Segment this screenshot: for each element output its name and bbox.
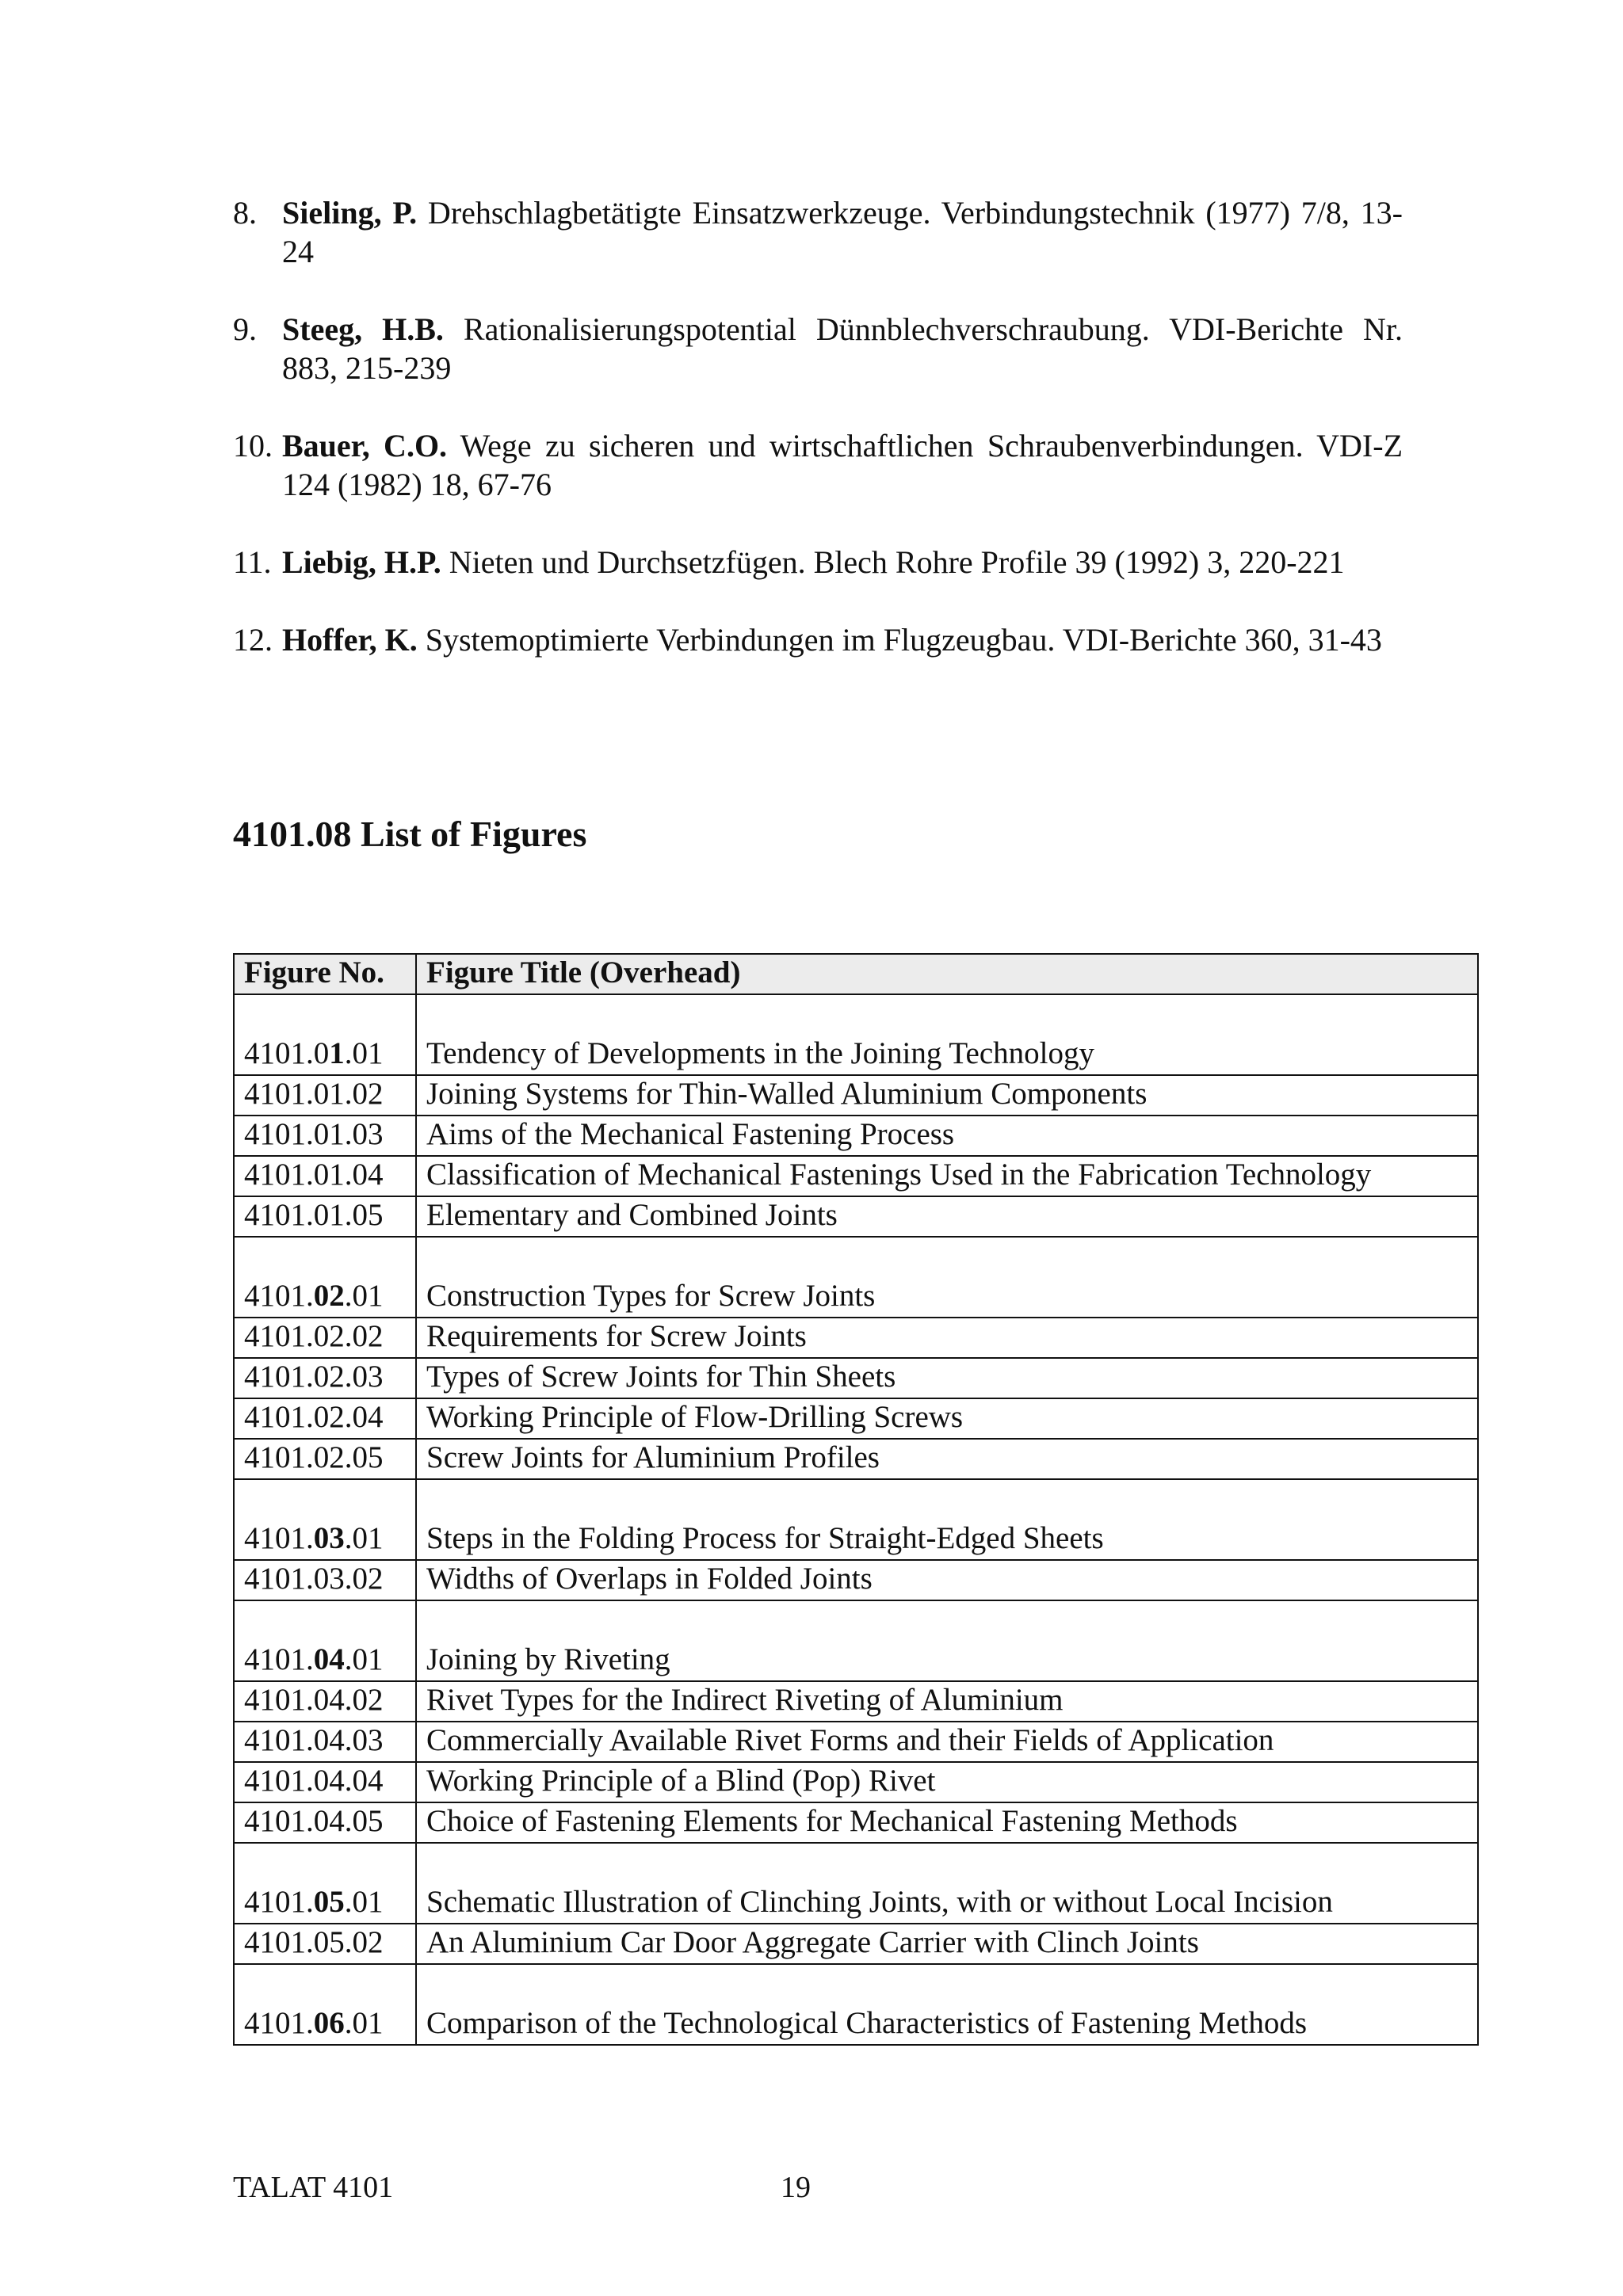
column-header-figure-title: Figure Title (Overhead) [416,954,1478,994]
figure-number-part: 4101. [244,1279,314,1313]
figure-number-cell [234,1156,416,1196]
table-row [234,1075,1478,1116]
reference-item [233,543,1403,582]
figure-number-part: 4101.05.02 [244,1925,384,1959]
figure-number-cell [234,1924,416,1964]
column-header-figure-no: Figure No. [234,954,416,994]
figure-number-part: 4101. [244,2006,314,2040]
figure-number-part: 02 [313,1279,345,1313]
figures-table [233,953,1479,2046]
figure-title-cell: Comparison of the Technological Characteristics of Fastening Methods [416,1964,1478,2045]
figure-title-cell: Rivet Types for the Indirect Riveting of Aluminium [416,1681,1478,1722]
figure-number-part: 4101.02.03 [244,1360,384,1394]
reference-text: Nieten und Durchsetzfügen. Blech Rohre Profile 39 (1992) 3, 220-221 [441,544,1345,580]
figure-number-part: .01 [344,1885,384,1919]
figure-number-cell [234,1358,416,1398]
figure-title-cell: An Aluminium Car Door Aggregate Carrier with Clinch Joints [416,1924,1478,1964]
figure-title-cell: Tendency of Developments in the Joining Technology [416,994,1478,1075]
figure-number-part: 4101.04.02 [244,1683,384,1717]
figure-number-part: 4101.04.03 [244,1723,384,1757]
figure-number-cell [234,1722,416,1762]
figure-number-cell [234,1116,416,1156]
reference-author: Sieling, P. [282,195,418,231]
figure-title-cell: Working Principle of Flow-Drilling Screws [416,1398,1478,1439]
table-row [234,1802,1478,1843]
reference-author: Steeg, H.B. [282,311,444,347]
figure-number-part: .01 [344,1521,384,1555]
figure-number-part: 4101.04.04 [244,1764,384,1798]
figure-number-cell [234,1560,416,1600]
figure-number-cell [234,1075,416,1116]
reference-list [233,193,1403,698]
figure-title-cell: Aims of the Mechanical Fastening Process [416,1116,1478,1156]
footer-page-number: 19 [781,2171,811,2204]
figure-number-part: 03 [313,1521,345,1555]
table-row [234,1398,1478,1439]
figure-title-cell: Choice of Fastening Elements for Mechanical Fastening Methods [416,1802,1478,1843]
figure-number-cell [234,994,416,1075]
reference-number: 10. [233,428,273,463]
reference-item [233,426,1403,504]
table-row [234,1924,1478,1964]
footer-document-id: TALAT 4101 [233,2171,394,2204]
table-row [234,1237,1478,1318]
table-row [234,1722,1478,1762]
reference-number: 9. [233,311,257,347]
figure-number-part: 4101. [244,1885,314,1919]
figures-table-body [234,994,1478,2045]
table-row [234,1196,1478,1237]
table-row [234,1439,1478,1479]
figure-number-part: 1 [329,1036,345,1070]
figure-number-part: 4101.01.02 [244,1077,384,1111]
figure-number-part: 4101.04.05 [244,1804,384,1838]
table-row [234,1560,1478,1600]
figure-number-part: 4101.02.05 [244,1440,384,1474]
figure-title-cell: Steps in the Folding Process for Straight-Edged Sheets [416,1479,1478,1560]
table-row [234,1116,1478,1156]
figure-number-cell [234,1479,416,1560]
reference-text: Wege zu sicheren und wirtschaftlichen Schraubenverbindungen. VDI-Z 124 (1982) 18, 67-76 [282,428,1403,502]
table-header-row [234,954,1478,994]
figure-number-cell [234,1843,416,1924]
figure-title-cell: Widths of Overlaps in Folded Joints [416,1560,1478,1600]
reference-item [233,193,1403,271]
figure-title-cell: Schematic Illustration of Clinching Joints, with or without Local Incision [416,1843,1478,1924]
figure-title-cell: Requirements for Screw Joints [416,1318,1478,1358]
reference-number: 11. [233,544,272,580]
figure-number-part: 4101.02.04 [244,1400,384,1434]
figure-number-part: .01 [344,1279,384,1313]
figure-title-cell: Classification of Mechanical Fastenings Used in the Fabrication Technology [416,1156,1478,1196]
table-row [234,1964,1478,2045]
reference-item [233,310,1403,387]
table-row [234,1318,1478,1358]
figure-number-part: 4101. [244,1521,314,1555]
reference-text: Rationalisierungspotential Dünnblechverschraubung. VDI-Berichte Nr. 883, 215-239 [282,311,1403,386]
table-row [234,1156,1478,1196]
figure-number-cell [234,1237,416,1318]
figure-number-part: 05 [313,1885,345,1919]
figure-number-part: 4101.03.02 [244,1562,384,1596]
figure-number-part: 4101.01.04 [244,1158,384,1192]
figure-title-cell: Working Principle of a Blind (Pop) Rivet [416,1762,1478,1802]
reference-author: Hoffer, K. [282,622,418,658]
figure-title-cell: Joining by Riveting [416,1600,1478,1681]
table-row [234,1843,1478,1924]
section-title: 4101.08 List of Figures [233,814,587,854]
table-row [234,1600,1478,1681]
figure-title-cell: Screw Joints for Aluminium Profiles [416,1439,1478,1479]
reference-text: Drehschlagbetätigte Einsatzwerkzeuge. Verbindungstechnik (1977) 7/8, 13-24 [282,195,1403,269]
table-row [234,1762,1478,1802]
reference-number: 8. [233,195,257,231]
figure-number-cell [234,1196,416,1237]
figure-number-part: 4101. [244,1642,314,1676]
reference-author: Liebig, H.P. [282,544,441,580]
figure-number-part: 4101.02.02 [244,1319,384,1353]
figure-number-cell [234,1802,416,1843]
reference-text: Systemoptimierte Verbindungen im Flugzeugbau. VDI-Berichte 360, 31-43 [417,622,1382,658]
figure-title-cell: Joining Systems for Thin-Walled Aluminium Components [416,1075,1478,1116]
figure-number-cell [234,1964,416,2045]
figure-title-cell: Elementary and Combined Joints [416,1196,1478,1237]
figure-number-part: 4101.0 [244,1036,330,1070]
figure-number-cell [234,1600,416,1681]
figure-number-part: .01 [344,1642,384,1676]
figure-number-cell [234,1762,416,1802]
figure-number-part: .01 [344,1036,384,1070]
figure-title-cell: Construction Types for Screw Joints [416,1237,1478,1318]
figure-number-part: 04 [313,1642,345,1676]
figure-number-cell [234,1398,416,1439]
reference-number: 12. [233,622,273,658]
figure-number-cell [234,1439,416,1479]
table-row [234,1681,1478,1722]
table-row [234,994,1478,1075]
table-row [234,1358,1478,1398]
figure-number-part: .01 [344,2006,384,2040]
figure-title-cell: Commercially Available Rivet Forms and their Fields of Application [416,1722,1478,1762]
figure-number-part: 4101.01.05 [244,1198,384,1232]
reference-author: Bauer, C.O. [282,428,448,463]
figure-number-part: 4101.01.03 [244,1117,384,1151]
reference-item [233,620,1403,659]
figure-title-cell: Types of Screw Joints for Thin Sheets [416,1358,1478,1398]
table-row [234,1479,1478,1560]
figure-number-cell [234,1318,416,1358]
figure-number-cell [234,1681,416,1722]
figure-number-part: 06 [313,2006,345,2040]
